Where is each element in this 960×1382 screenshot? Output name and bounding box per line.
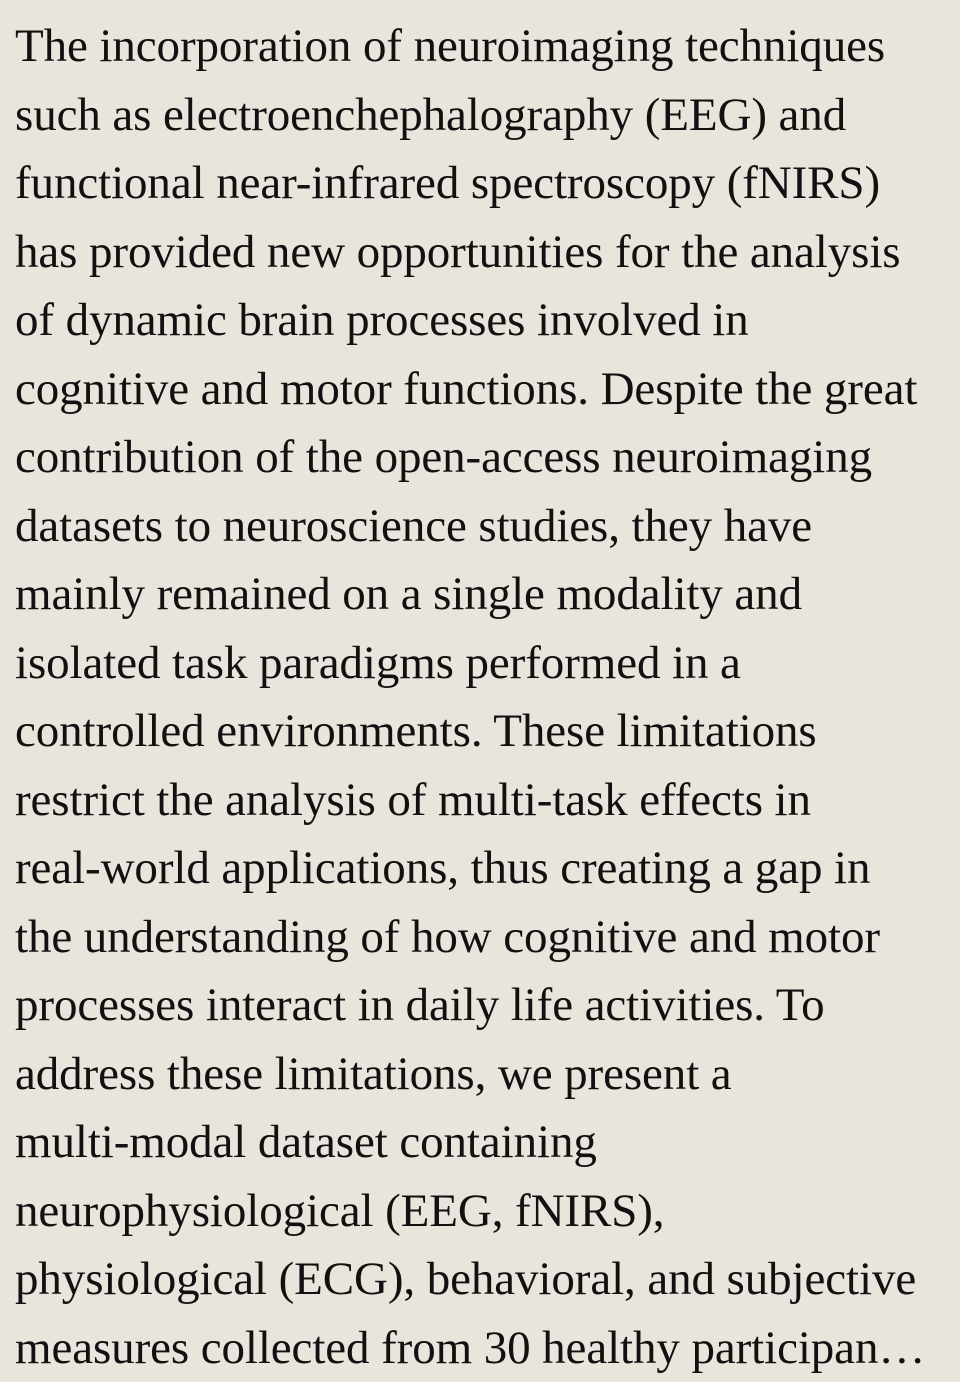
text-line: physiological (ECG), behavioral, and subjective — [15, 1245, 946, 1314]
text-line: restrict the analysis of multi-task effects in — [15, 766, 946, 835]
text-line: of dynamic brain processes involved in — [15, 286, 946, 355]
text-line: address these limitations, we present a — [15, 1040, 946, 1109]
text-line: neurophysiological (EEG, fNIRS), — [15, 1177, 946, 1246]
text-line: datasets to neuroscience studies, they have — [15, 492, 946, 561]
text-line: multi-modal dataset containing — [15, 1108, 946, 1177]
text-line: measures collected from 30 healthy participan… — [15, 1314, 946, 1382]
abstract-paragraph — [15, 12, 946, 1382]
text-line: mainly remained on a single modality and — [15, 560, 946, 629]
text-line: cognitive and motor functions. Despite the great — [15, 355, 946, 424]
text-line: such as electroenchephalography (EEG) and — [15, 81, 946, 150]
text-line: contribution of the open-access neuroimaging — [15, 423, 946, 492]
text-line: functional near-infrared spectroscopy (fNIRS) — [15, 149, 946, 218]
text-line: has provided new opportunities for the analysis — [15, 218, 946, 287]
text-line: the understanding of how cognitive and motor — [15, 903, 946, 972]
text-line: controlled environments. These limitations — [15, 697, 946, 766]
text-line: real-world applications, thus creating a gap in — [15, 834, 946, 903]
text-line: The incorporation of neuroimaging techniques — [15, 12, 946, 81]
text-line: isolated task paradigms performed in a — [15, 629, 946, 698]
text-line: processes interact in daily life activities. To — [15, 971, 946, 1040]
